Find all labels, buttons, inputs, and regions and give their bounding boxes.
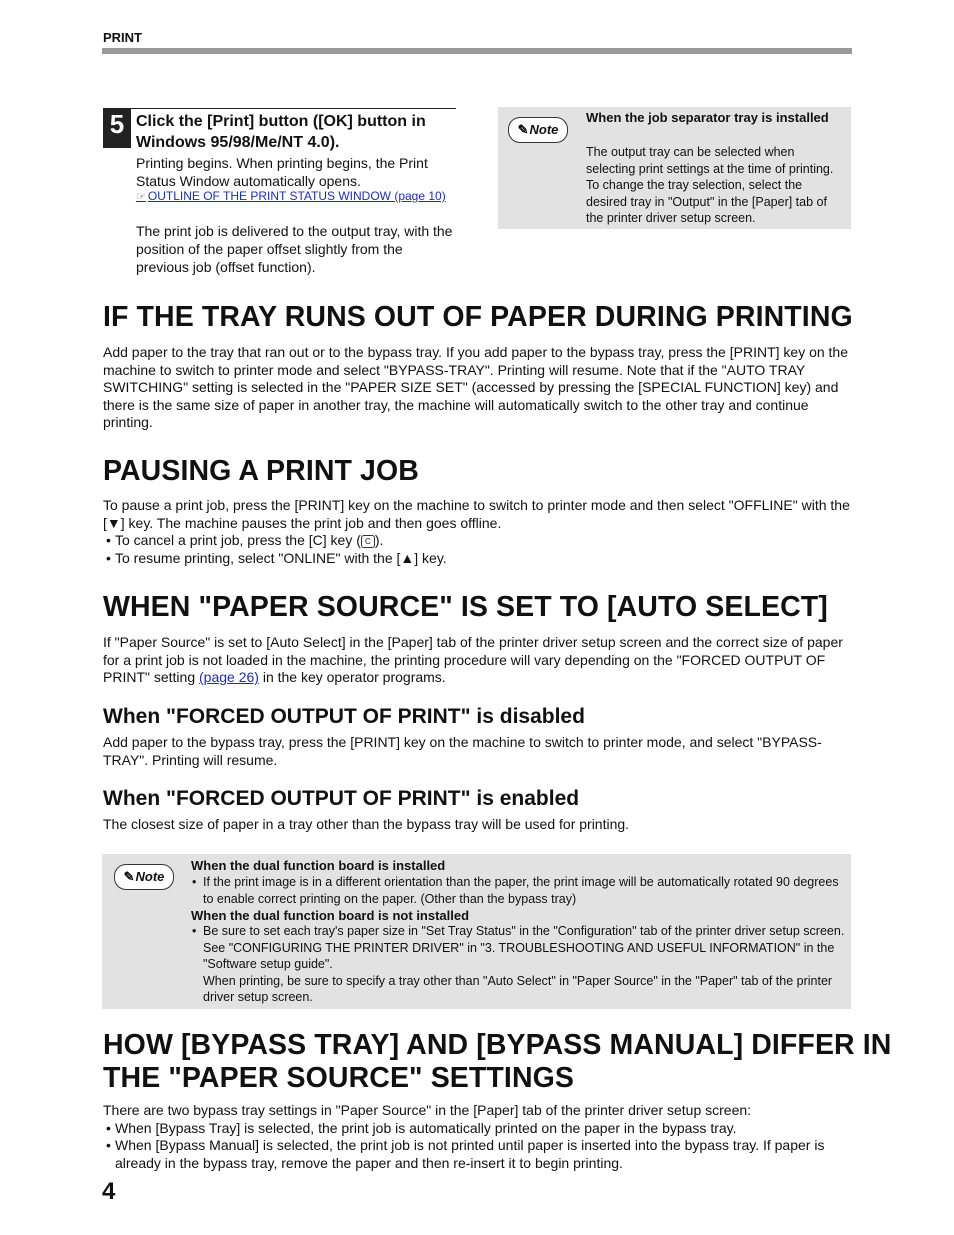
section-title-pausing: PAUSING A PRINT JOB xyxy=(103,455,419,487)
pausing-paragraph xyxy=(103,497,853,532)
section-body-auto-select xyxy=(103,634,853,687)
list-item: • When [Bypass Tray] is selected, the print job is automatically printed on the paper in the bypass tray. xyxy=(103,1120,853,1138)
pausing-text-1: To pause a print job, press the [PRINT] key on the machine to switch to printer mode and then select "OFFLINE" with the [ xyxy=(103,497,850,531)
status-window-link-text[interactable]: OUTLINE OF THE PRINT STATUS WINDOW (page 10) xyxy=(147,189,446,203)
section-body-pausing xyxy=(103,497,853,567)
step-title: Click the [Print] button ([OK] button in Windows 95/98/Me/NT 4.0). xyxy=(136,113,426,151)
step-paragraph-2: The print job is delivered to the output tray, with the position of the paper offset slightly from the previous job (offset function). xyxy=(136,223,453,275)
pencil-icon: ✎ xyxy=(517,122,529,137)
auto-select-text-1: If "Paper Source" is set to [Auto Select] in the [Paper] tab of the printer driver setup screen and the correct size of paper for a print job is not loaded in the machine, the printing procedure will vary depending on the "FORCED OUTPUT OF PRINT" setting xyxy=(103,634,843,686)
pausing-text-2: ] key. The machine pauses the print job and then goes offline. xyxy=(120,514,502,531)
step-number: 5 xyxy=(103,108,131,148)
step-rule xyxy=(131,108,456,109)
note-body: The output tray can be selected when selecting print settings at the time of printing. To change the tray selection, select the desired tray in "Output" in the [Paper] tab of the printer driver setup screen. xyxy=(586,145,834,225)
running-header: PRINT xyxy=(103,30,142,45)
section-title-bypass-differ: HOW [BYPASS TRAY] AND [BYPASS MANUAL] DIFFER IN THE "PAPER SOURCE" SETTINGS xyxy=(103,1029,892,1094)
bullet-text: To resume printing, select "ONLINE" with the [ xyxy=(115,549,401,566)
up-arrow-icon: ▲ xyxy=(400,549,415,566)
note-badge xyxy=(114,864,174,890)
page-number: 4 xyxy=(102,1178,116,1205)
c-key-icon: C xyxy=(361,535,375,548)
bullet-text: ] key. xyxy=(414,549,447,566)
note-item-installed: • If the print image is in a different orientation than the paper, the print image will be automatically rotated 90 degrees to enable correct printing on the paper. (Other than the bypass tray) xyxy=(191,874,851,907)
auto-select-text-2: in the key operator programs. xyxy=(258,669,446,686)
note-badge-label: Note xyxy=(135,869,165,884)
pencil-icon: ✎ xyxy=(123,869,135,884)
down-arrow-icon: ▼ xyxy=(106,514,121,531)
section-title-tray-runs-out: IF THE TRAY RUNS OUT OF PAPER DURING PRINTING xyxy=(103,301,853,333)
bypass-bullets xyxy=(103,1120,853,1173)
note-dual-function-board xyxy=(102,854,851,1009)
note-item-not-installed xyxy=(191,923,851,1006)
subsection-body-forced-disabled: Add paper to the bypass tray, press the [PRINT] key on the machine to switch to printer mode, and select "BYPASS-TRAY". Printing will resume. xyxy=(103,734,822,768)
note-item-line: • Be sure to set each tray's paper size in "Set Tray Status" in the "Configuration" tab of the printer driver setup screen. See "CONFIGURING THE PRINTER DRIVER" in "3. TROUBLESHOOTING AND USEFUL INFORMATION" in the "Software setup guide". xyxy=(203,924,845,971)
section-body-bypass-differ xyxy=(103,1102,853,1172)
list-item xyxy=(103,550,853,568)
page-26-link[interactable]: (page 26) xyxy=(199,669,259,686)
note-title-not-installed: When the dual function board is not installed xyxy=(191,908,470,923)
note-item-line: When printing, be sure to specify a tray other than "Auto Select" in "Paper Source" in the "Paper" tab of the printer driver setup screen. xyxy=(203,973,833,1004)
step-paragraph-1: Printing begins. When printing begins, the Print Status Window automatically opens. xyxy=(136,155,428,189)
list-item xyxy=(103,532,853,550)
note-badge xyxy=(508,117,568,143)
section-body-tray-runs-out: Add paper to the tray that ran out or to the bypass tray. If you add paper to the bypass tray, press the [PRINT] key on the machine to switch to printer mode and select "BYPASS-TRAY". Printing will resume. Note that if the "AUTO TRAY SWITCHING" setting is selected in the "PAPER SIZE SET" (accessed by pressing the [SPECIAL FUNCTION] key) and there is the same size of paper in another tray, the machine will automatically switch to the other tray and continue printing. xyxy=(103,344,849,431)
note-badge-label: Note xyxy=(529,122,559,137)
header-rule xyxy=(102,48,852,54)
status-window-link[interactable] xyxy=(136,189,456,205)
pausing-bullets xyxy=(103,532,853,567)
bullet-text: ). xyxy=(374,532,384,549)
subsection-body-forced-enabled: The closest size of paper in a tray other than the bypass tray will be used for printing. xyxy=(103,816,630,832)
bypass-intro: There are two bypass tray settings in "Paper Source" in the [Paper] tab of the printer driver setup screen: xyxy=(103,1102,752,1118)
subsection-title-forced-enabled: When "FORCED OUTPUT OF PRINT" is enabled xyxy=(103,787,580,810)
list-item: • When [Bypass Manual] is selected, the print job is not printed until paper is inserted into the bypass tray. If paper is already in the bypass tray, remove the paper and then re-insert it to begin printing. xyxy=(103,1137,853,1172)
note-job-separator xyxy=(498,107,851,229)
bullet-text: To cancel a print job, press the [C] key ( xyxy=(115,532,361,549)
subsection-title-forced-disabled: When "FORCED OUTPUT OF PRINT" is disabled xyxy=(103,705,585,728)
note-title: When the job separator tray is installed xyxy=(586,110,829,125)
note-title-installed: When the dual function board is installed xyxy=(191,858,446,873)
pointer-hand-icon: ☞ xyxy=(136,191,146,203)
section-title-auto-select: WHEN "PAPER SOURCE" IS SET TO [AUTO SELECT] xyxy=(103,591,828,623)
